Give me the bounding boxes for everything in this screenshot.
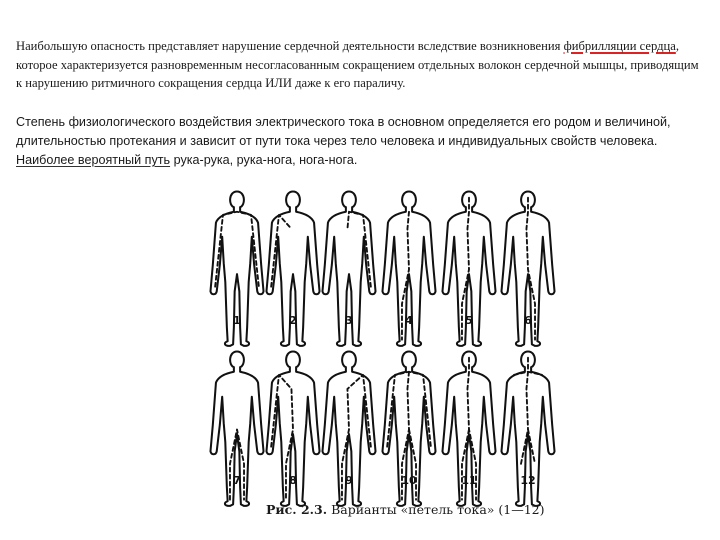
figure-number-label: 5 — [465, 314, 473, 327]
caption-text: Варианты «петель тока» (1—12) — [327, 502, 545, 517]
figure-number-label: 4 — [405, 314, 413, 327]
figure-caption — [266, 502, 545, 517]
figure-number-label: 3 — [345, 314, 353, 327]
figure-number-label: 11 — [461, 474, 477, 487]
figure-number-label: 1 — [233, 314, 241, 327]
underlined-phrase: Наиболее вероятный путь — [16, 153, 171, 167]
term-fibrillation: фибрилляции сердца — [563, 39, 676, 53]
figure-number-label: 8 — [289, 474, 297, 487]
figure-number-label: 12 — [520, 474, 536, 487]
paragraph1-before: Наибольшую опасность представляет нарушение сердечной деятельности вследствие возникновения — [16, 39, 564, 53]
figure-number-label: 10 — [401, 474, 417, 487]
figure-number-label: 2 — [289, 314, 297, 327]
paragraph2-after: рука-рука, рука-нога, нога-нога. — [170, 153, 358, 167]
figure-number-label: 6 — [524, 314, 532, 327]
paragraph2-before: Степень физиологического воздействия электрического тока в основном определяется его родом и величиной, длительностью протекания и зависит от пути тока через тело человека и индивидуальных свойств человека. — [16, 115, 671, 148]
paragraph1-after: , которое характеризуется разновременным несогласованным сокращением отдельных волокон сердечной мышцы, приводящим к нарушению ритмичного сокращения сердца ИЛИ даже к его параличу. — [16, 39, 699, 90]
figure-number-label: 7 — [233, 474, 241, 487]
caption-prefix: Рис. 2.3. — [266, 502, 328, 517]
figure-number-label: 9 — [345, 474, 353, 487]
